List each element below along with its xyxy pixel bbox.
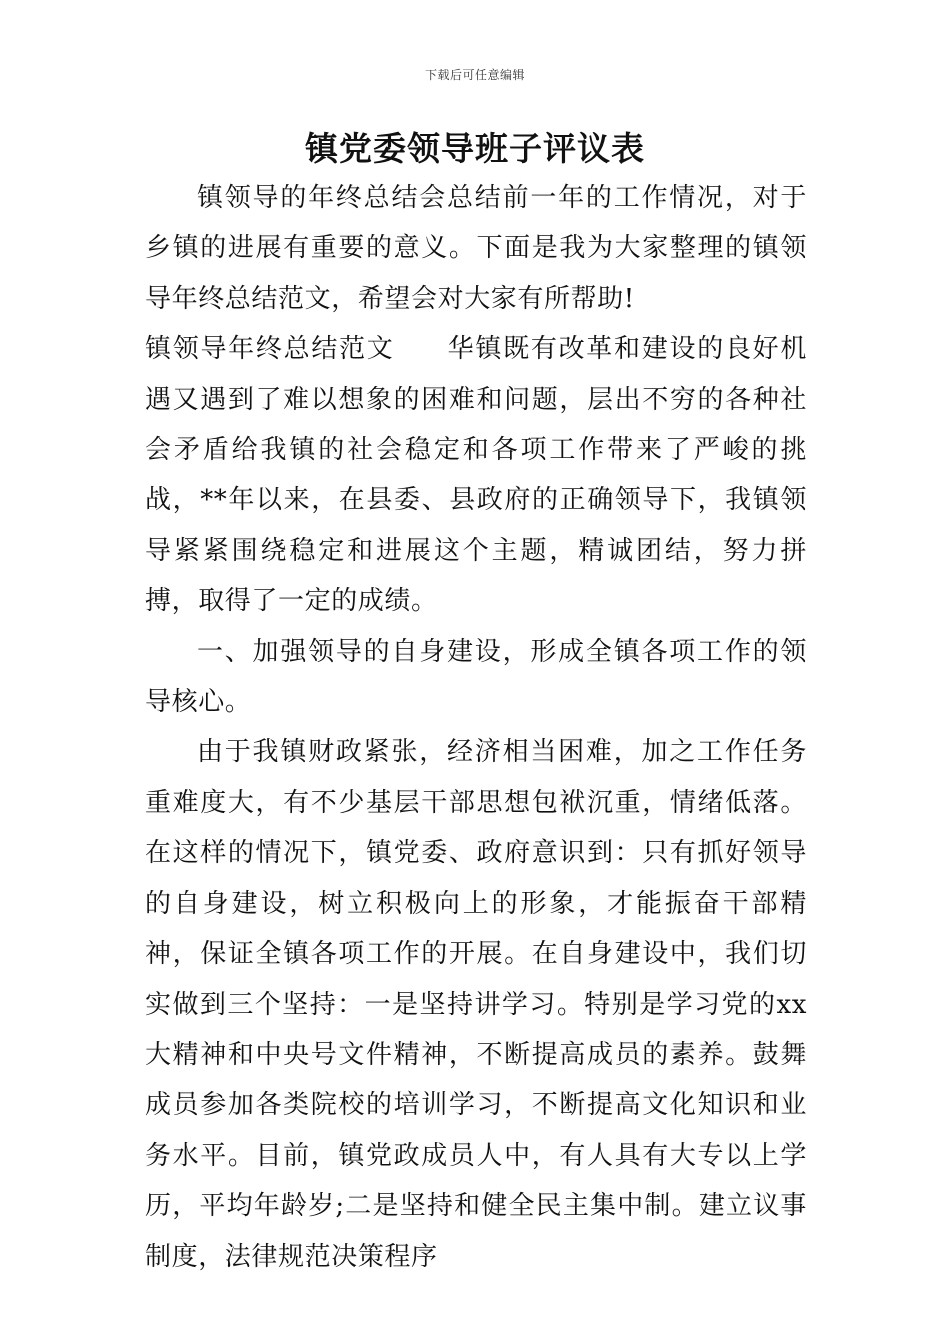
paragraph-intro — [145, 173, 807, 324]
document-title: 镇党委领导班子评议表 — [305, 129, 645, 168]
paragraph-text: 一、加强领导的自身建设，形成全镇各项工作的领导核心。 — [145, 636, 807, 718]
header-note: 下载后可任意编辑 — [424, 68, 525, 82]
sample-heading-lead: 镇领导年终总结范文 — [145, 334, 395, 365]
paragraph-section-one-body — [145, 727, 807, 1281]
document-body — [145, 173, 807, 1282]
paragraph-text: 华镇既有改革和建设的良好机遇又遇到了难以想象的困难和问题，层出不穷的各种社会矛盾给我镇的社会稳定和各项工作带来了严峻的挑战，**年以来，在县委、县政府的正确领导下，我镇领导紧紧围绕稳定和进展这个主题，精诚团结，努力拼搏，取得了一定的成绩。 — [145, 334, 807, 617]
paragraph-section-one — [145, 627, 807, 728]
paragraph-text: 镇领导的年终总结会总结前一年的工作情况，对于乡镇的进展有重要的意义。下面是我为大家整理的镇领导年终总结范文，希望会对大家有所帮助! — [145, 183, 807, 314]
paragraph-text: 由于我镇财政紧张，经济相当困难，加之工作任务重难度大，有不少基层干部思想包袱沉重，情绪低落。在这样的情况下，镇党委、政府意识到：只有抓好领导的自身建设，树立积极向上的形象，才能振奋干部精神，保证全镇各项工作的开展。在自身建设中，我们切实做到三个坚持：一是坚持讲学习。特别是学习党的xx大精神和中央号文件精神，不断提高成员的素养。鼓舞成员参加各类院校的培训学习，不断提高文化知识和业务水平。目前，镇党政成员人中，有人具有大专以上学历，平均年龄岁;二是坚持和健全民主集中制。建立议事制度，法律规范决策程序 — [145, 737, 807, 1272]
paragraph-sample-heading — [145, 324, 807, 626]
